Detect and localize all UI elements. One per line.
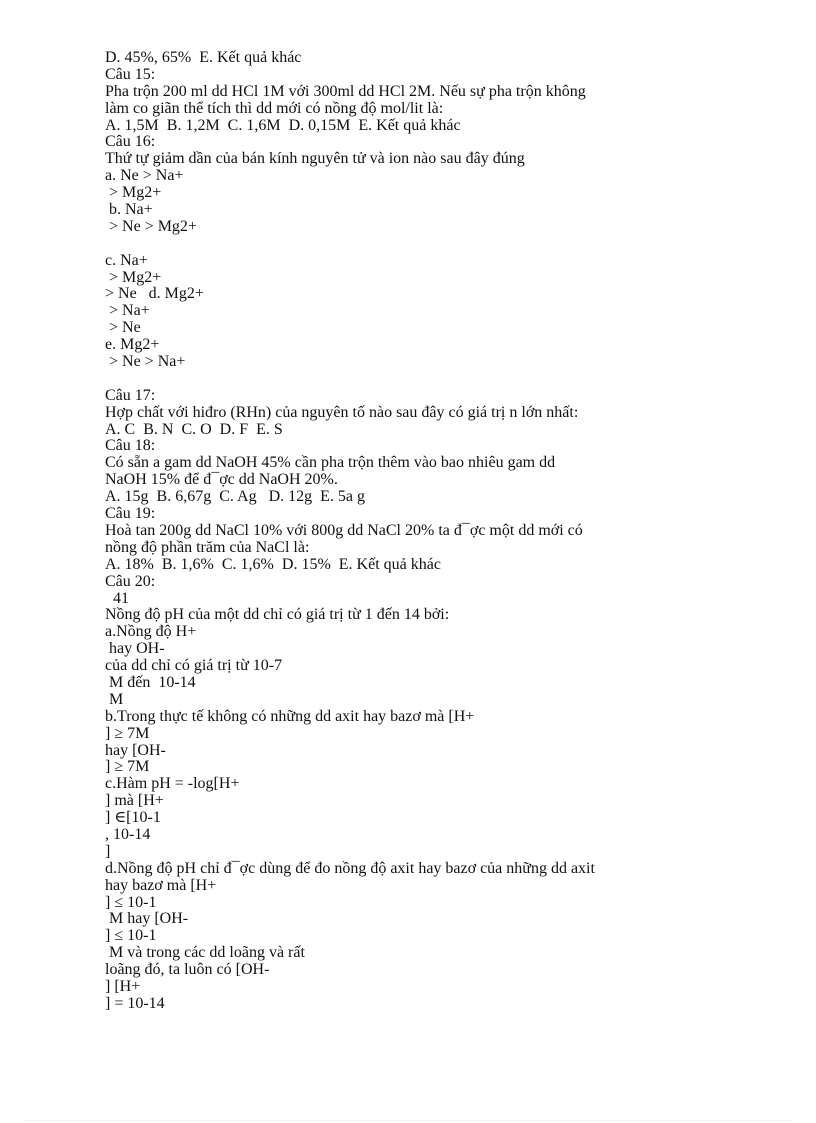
text-line: Nồng độ pH của một dd chỉ có giá trị từ 1 đến 14 bởi: [105, 606, 450, 624]
text-line: ] mà [H+ [105, 792, 164, 810]
text-line: loãng đó, ta luôn có [OH- [105, 961, 270, 979]
text-line: > Mg2+ [105, 184, 162, 202]
page-bottom-rule [25, 1120, 791, 1121]
text-line: M và trong các dd loãng và rất [105, 944, 305, 962]
text-line: > Mg2+ [105, 268, 162, 286]
text-line: > Ne [105, 319, 141, 337]
text-line: Câu 15: [105, 65, 156, 83]
text-line: > Na+ [105, 302, 150, 320]
text-line: Thứ tự giảm dần của bán kính nguyên tử và ion nào sau đây đúng [105, 150, 525, 168]
text-line: ] [105, 842, 111, 860]
text-line: A. 18% B. 1,6% C. 1,6% D. 15% E. Kết quả khác [105, 555, 441, 573]
text-line: ] ∈[10-1 [105, 809, 161, 827]
text-line: > Ne > Na+ [105, 353, 186, 371]
text-line: ] = 10-14 [105, 994, 165, 1012]
blank-line [105, 236, 705, 253]
text-line: Câu 19: [105, 505, 156, 523]
blank-line [105, 371, 705, 388]
text-line: hay [OH- [105, 741, 166, 759]
text-line: Câu 20: [105, 572, 156, 590]
text-line: Pha trộn 200 ml dd HCl 1M với 300ml dd HCl 2M. Nếu sự pha trộn không [105, 82, 586, 100]
text-line: c. Na+ [105, 251, 148, 269]
text-line: M [105, 690, 124, 708]
text-line: M đến 10-14 [105, 673, 196, 691]
text-line: Câu 17: [105, 386, 156, 404]
text-line: a.Nồng độ H+ [105, 623, 197, 641]
text-line: A. 15g B. 6,67g C. Ag D. 12g E. 5a g [105, 488, 365, 506]
text-line: b.Trong thực tế không có những dd axit hay bazơ mà [H+ [105, 707, 475, 725]
text-line: Hợp chất với hiđro (RHn) của nguyên tố nào sau đây có giá trị n lớn nhất: [105, 403, 579, 421]
text-line: hay OH- [105, 640, 165, 658]
text-line: b. Na+ [105, 201, 153, 219]
text-line: A. 1,5M B. 1,2M C. 1,6M D. 0,15M E. Kết quả khác [105, 116, 461, 134]
text-line: NaOH 15% để đ¯ợc dd NaOH 20%. [105, 471, 338, 489]
text-line: D. 45%, 65% E. Kết quả khác [105, 49, 302, 66]
text-line: ] ≤ 10-1 [105, 927, 157, 945]
text-line: 41 [105, 589, 129, 607]
text-line: > Ne > Mg2+ [105, 217, 197, 235]
text-line: c.Hàm pH = -log[H+ [105, 775, 240, 793]
text-line: của dd chỉ có giá trị từ 10-7 [105, 657, 283, 675]
text-line: , 10-14 [105, 825, 151, 843]
text-line: Câu 16: [105, 133, 156, 151]
text-line: ] ≥ 7M [105, 758, 150, 776]
text-line: d.Nồng độ pH chỉ đ¯ợc dùng để đo nồng độ axit hay bazơ của những dd axit [105, 859, 595, 877]
text-line: e. Mg2+ [105, 336, 160, 354]
text-line: Câu 18: [105, 437, 156, 455]
text-line: > Ne d. Mg2+ [105, 285, 204, 303]
text-line: A. C B. N C. O D. F E. S [105, 420, 283, 438]
text-line: M hay [OH- [105, 910, 189, 928]
text-line: ] ≤ 10-1 [105, 893, 157, 911]
text-line: làm co giãn thể tích thì dd mới có nồng độ mol/lit là: [105, 99, 444, 117]
text-line: hay bazơ mà [H+ [105, 876, 217, 894]
text-line: nồng độ phần trăm của NaCl là: [105, 538, 310, 556]
text-line: Hoà tan 200g dd NaCl 10% với 800g dd NaCl 20% ta đ¯ợc một dd mới có [105, 521, 583, 539]
text-line: a. Ne > Na+ [105, 167, 184, 185]
document-body [105, 50, 705, 1013]
text-line: Có sẵn a gam dd NaOH 45% cần pha trộn thêm vào bao nhiêu gam dd [105, 454, 556, 472]
text-line: ] [H+ [105, 977, 141, 995]
text-line: ] ≥ 7M [105, 724, 150, 742]
